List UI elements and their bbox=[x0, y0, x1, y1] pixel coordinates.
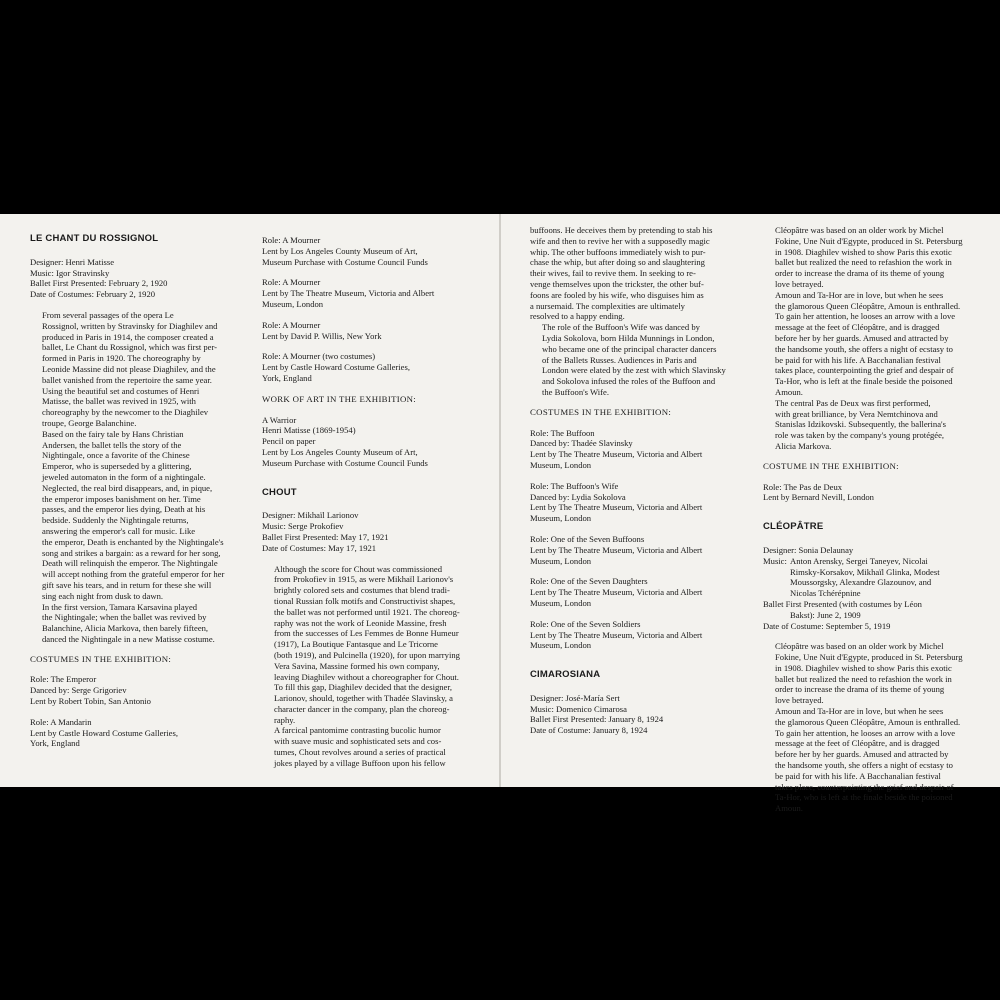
text-line: Role: One of the Seven Daughters bbox=[530, 576, 648, 587]
text-line: Matisse, the ballet was revived in 1925, with bbox=[42, 396, 196, 407]
text-line: Amoun and Ta-Hor are in love, but when he sees bbox=[775, 706, 944, 717]
text-line: Lent by Los Angeles County Museum of Art, bbox=[262, 245, 418, 256]
text-line: Ta-Hor, who is left at the finale beside the poisoned bbox=[775, 376, 953, 387]
text-line: buffoons. He deceives them by pretending to stab his bbox=[530, 225, 713, 235]
costume-entry bbox=[262, 277, 476, 309]
text-line: before her by her guards. Amused and attracted by bbox=[775, 749, 949, 760]
text-line: the emperor, Death is enchanted by the Nightingale's bbox=[42, 536, 224, 547]
text-line: Role: A Mourner (two costumes) bbox=[262, 351, 376, 362]
text-line: Role: The Buffoon bbox=[530, 427, 595, 438]
text-line: gift save his tears, and in return for these she will bbox=[42, 579, 212, 590]
column-4 bbox=[763, 225, 976, 814]
text-line: Museum, London bbox=[530, 555, 592, 566]
text-line: Lent by Castle Howard Costume Galleries, bbox=[30, 727, 178, 738]
text-line: Lent by David P. Willis, New York bbox=[262, 330, 382, 341]
text-line: Amoun. bbox=[775, 386, 803, 397]
column-2 bbox=[262, 235, 476, 769]
text-line: Lent by Bernard Nevill, London bbox=[763, 492, 874, 503]
text-line: leaving Diaghilev without a choreographer for Chout. bbox=[274, 671, 459, 682]
text-line: takes place, counterpointing the grief and despair of bbox=[775, 365, 954, 376]
text-line: raphy was not the work of Leonide Massine, fresh bbox=[274, 617, 447, 628]
text-line: Neglected, the real bird disappears, and, in pique, bbox=[42, 482, 213, 493]
text-line: foons are fooled by his wife, who disguises him as bbox=[530, 289, 704, 300]
text-line: Larionov, should, together with Thadée Slavinsky, a bbox=[274, 693, 453, 704]
text-line: in 1908. Diaghilev wished to show Paris this exotic bbox=[775, 246, 952, 257]
text-line: Vera Savina, Massine formed his own company, bbox=[274, 660, 440, 671]
section-title-chout: CHOUT bbox=[262, 486, 297, 498]
costume-entry bbox=[262, 235, 476, 267]
text-line: the emperor imposes banishment on her. Time bbox=[42, 493, 201, 504]
text-line: whip. The other buffoons immediately wish to pur- bbox=[530, 246, 706, 257]
text-line: a nursemaid. The complexities are ultimately bbox=[530, 300, 685, 311]
text-line: Lent by The Theatre Museum, Victoria and Albert bbox=[262, 288, 435, 299]
text-line: love betrayed. bbox=[775, 695, 824, 706]
text-line: message at the feet of Cléopâtre, and is dragged bbox=[775, 738, 940, 749]
text-line: venge themselves upon the trickster, the other buf- bbox=[530, 278, 704, 289]
credit-line: Ballet First Presented (with costumes by Léon bbox=[763, 598, 922, 609]
text-line: Date of Costume: January 8, 1924 bbox=[530, 725, 648, 736]
text-line: Lent by Robert Tobin, San Antonio bbox=[30, 696, 151, 707]
text-line: Leonide Massine did not please Diaghilev, and the bbox=[42, 363, 216, 374]
text-line: will accept nothing from the grateful emperor for her bbox=[42, 569, 225, 580]
text-line: Fokine, Une Nuit d'Egypte, produced in St. Petersburg bbox=[775, 652, 963, 663]
text-line: Moussorgsky, Alexandre Glazounov, and bbox=[790, 577, 932, 588]
text-line: Lent by The Theatre Museum, Victoria and Albert bbox=[530, 629, 703, 640]
text-line: Rimsky-Korsakov, Mikhaïl Glinka, Modest bbox=[790, 566, 940, 577]
text-line: character dancer in the company, plan the choreog- bbox=[274, 703, 450, 714]
text-line: Designer: Mikhaïl Larionov bbox=[262, 510, 359, 521]
text-line: sing each night from dusk to dawn. bbox=[42, 590, 164, 601]
body-paragraph bbox=[30, 310, 244, 429]
text-line: choreography by the newcomer to the Diaghilev bbox=[42, 407, 209, 418]
text-line: Date of Costumes: May 17, 1921 bbox=[262, 542, 377, 553]
text-line: Role: A Mourner bbox=[262, 277, 321, 288]
text-line: Henri Matisse (1869-1954) bbox=[262, 425, 356, 436]
subheading-costumes: COSTUMES IN THE EXHIBITION: bbox=[530, 406, 672, 417]
body-paragraph bbox=[262, 564, 476, 726]
body-paragraph bbox=[30, 429, 244, 602]
costume-entry bbox=[530, 534, 746, 566]
text-line: wife and then to revive her with a supposedly magic bbox=[530, 235, 710, 246]
text-line: the ballet was not performed until 1921. The choreog- bbox=[274, 606, 460, 617]
text-line: and Sokolova infused the roles of the Buffoon and bbox=[542, 376, 716, 387]
text-line: of the Ballets Russes. Audiences in Paris and bbox=[542, 354, 697, 365]
text-line: Role: One of the Seven Soldiers bbox=[530, 618, 641, 629]
credit-ballet-first-presented bbox=[763, 599, 976, 621]
text-line: jeweled automaton in the form of a nightingale. bbox=[42, 471, 206, 482]
text-line: message at the feet of Cléopâtre, and is dragged bbox=[775, 322, 940, 333]
column-1 bbox=[30, 234, 244, 759]
text-line: Cléopâtre was based on an older work by Michel bbox=[775, 641, 944, 652]
text-line: jokes played by a village Buffoon upon his fellow bbox=[274, 757, 446, 768]
text-line: Danced by: Lydia Sokolova bbox=[530, 491, 626, 502]
body-paragraph bbox=[262, 725, 476, 768]
text-line: order to increase the drama of its theme of young bbox=[775, 684, 945, 695]
text-line: The role of the Buffoon's Wife was danced by bbox=[542, 322, 700, 333]
text-line: Role: One of the Seven Buffoons bbox=[530, 533, 645, 544]
text-line: Museum, London bbox=[530, 597, 592, 608]
text-line: Death will relinquish the emperor. The Nightingale bbox=[42, 558, 218, 569]
text-line: Role: A Mourner bbox=[262, 235, 321, 245]
credit-music bbox=[763, 556, 976, 599]
text-line: song and strikes a bargain: as a reward for her song, bbox=[42, 547, 221, 558]
costume-entry bbox=[530, 428, 746, 471]
text-line: Designer: José-María Sert bbox=[530, 692, 620, 703]
text-line: The central Pas de Deux was first performed, bbox=[775, 397, 931, 408]
text-line: Nightingale, once a favorite of the Chinese bbox=[42, 450, 190, 461]
text-line: Amoun. bbox=[775, 803, 803, 814]
text-line: ballet but realized the need to refashion the work in bbox=[775, 673, 952, 684]
text-line: York, England bbox=[30, 738, 80, 749]
subheading-work-of-art: WORK OF ART IN THE EXHIBITION: bbox=[262, 393, 417, 404]
text-line: Anton Arensky, Sergei Taneyev, Nicolai bbox=[790, 555, 928, 566]
text-line: Using the beautiful set and costumes of Henri bbox=[42, 385, 200, 396]
text-line: be paid for with his life. A Bacchanalian festival bbox=[775, 770, 941, 781]
text-line: ballet, Le Chant du Rossignol, which was first per- bbox=[42, 342, 218, 353]
text-line: In the first version, Tamara Karsavina played bbox=[42, 601, 198, 612]
text-line: A Warrior bbox=[262, 414, 297, 425]
text-line: Museum, London bbox=[530, 459, 592, 470]
text-line: brightly colored sets and costumes that blend tradi- bbox=[274, 585, 450, 596]
text-line: formed in Paris in 1920. The choreography by bbox=[42, 353, 201, 364]
text-line: Danced by: Thadée Slavinsky bbox=[530, 438, 633, 449]
text-line: tumes, Chout revolves around a series of practical bbox=[274, 747, 446, 758]
text-line: Role: The Pas de Deux bbox=[763, 481, 843, 492]
text-line: Ta-Hor, who is left at the finale beside the poisoned bbox=[775, 792, 953, 803]
section-title-cleopatre: CLÉOPÂTRE bbox=[763, 521, 824, 533]
text-line: Museum Purchase with Costume Council Funds bbox=[262, 256, 428, 267]
text-line: Lent by Castle Howard Costume Galleries, bbox=[262, 362, 410, 373]
text-line: the Buffoon's Wife. bbox=[542, 386, 609, 397]
section-title-cimarosiana: CIMAROSIANA bbox=[530, 669, 601, 681]
text-line: before her by her guards. Amused and attracted by bbox=[775, 332, 949, 343]
body-paragraph bbox=[530, 225, 746, 322]
text-line: takes place, counterpointing the grief and despair of bbox=[775, 781, 954, 792]
text-line: Stanislas Idzikovski. Subsequently, the ballerina's bbox=[775, 419, 946, 430]
text-line: To gain her attention, he looses an arrow with a love bbox=[775, 727, 956, 738]
text-line: Rossignol, written by Stravinsky for Diaghilev and bbox=[42, 320, 218, 331]
text-line: Museum, London bbox=[530, 513, 592, 524]
text-line: Although the score for Chout was commissioned bbox=[274, 563, 443, 574]
text-line: the glamorous Queen Cléopâtre, Amoun is enthralled. bbox=[775, 716, 961, 727]
section-title-le-chant-du-rossignol: LE CHANT DU ROSSIGNOL bbox=[30, 233, 159, 244]
text-line: Danced by: Serge Grigoriev bbox=[30, 685, 127, 696]
text-line: London were elated by the zest with which Slavinsky bbox=[542, 365, 726, 376]
text-line: Nicolas Tchérépnine bbox=[790, 588, 861, 599]
text-line: the glamorous Queen Cléopâtre, Amoun is enthralled. bbox=[775, 300, 961, 311]
text-line: troupe, George Balanchine. bbox=[42, 417, 137, 428]
text-line: Music: Serge Prokofiev bbox=[262, 521, 344, 532]
text-line: love betrayed. bbox=[775, 278, 824, 289]
body-paragraph bbox=[530, 322, 746, 398]
credit-line: Bakst): June 2, 1909 bbox=[790, 609, 861, 620]
text-line: Museum Purchase with Costume Council Funds bbox=[262, 457, 428, 468]
costume-entry bbox=[30, 674, 244, 706]
text-line: Music: Igor Stravinsky bbox=[30, 267, 110, 278]
text-line: Museum, London bbox=[530, 640, 592, 651]
center-fold bbox=[499, 214, 501, 787]
text-line: who became one of the principal character dancers bbox=[542, 343, 717, 354]
text-line: Role: The Emperor bbox=[30, 674, 97, 685]
text-line: To fill this gap, Diaghilev decided that the designer, bbox=[274, 682, 453, 693]
column-3 bbox=[530, 225, 746, 746]
text-line: in 1908. Diaghilev wished to show Paris this exotic bbox=[775, 662, 952, 673]
text-line: the handsome youth, she offers a night of ecstasy to bbox=[775, 343, 953, 354]
text-line: Date of Costumes: February 2, 1920 bbox=[30, 289, 156, 300]
text-line: raphy. bbox=[274, 714, 296, 725]
text-line: Ballet First Presented: May 17, 1921 bbox=[262, 531, 389, 542]
text-line: Balanchine, Alicia Markova, then barely fifteen, bbox=[42, 623, 209, 634]
subheading-costume: COSTUME IN THE EXHIBITION: bbox=[763, 460, 899, 471]
costume-entry bbox=[530, 481, 746, 524]
text-line: Cléopâtre was based on an older work by Michel bbox=[775, 225, 944, 235]
text-line: ballet but realized the need to refashion the work in bbox=[775, 257, 952, 268]
subheading-costumes: COSTUMES IN THE EXHIBITION: bbox=[30, 653, 172, 664]
text-line: role was taken by the company's young protégée, bbox=[775, 430, 945, 441]
text-line: order to increase the drama of its theme of young bbox=[775, 268, 945, 279]
text-line: To gain her attention, he looses an arrow with a love bbox=[775, 311, 956, 322]
body-paragraph bbox=[763, 641, 976, 706]
body-paragraph bbox=[763, 290, 976, 398]
costume-entry bbox=[763, 482, 976, 504]
credit-music-label: Music: bbox=[763, 555, 787, 566]
text-line: Role: A Mandarin bbox=[30, 716, 92, 727]
text-line: the Nightingale; when the ballet was revived by bbox=[42, 612, 207, 623]
text-line: chase the whip, but after doing so and slaughtering bbox=[530, 257, 705, 268]
costume-entry bbox=[262, 320, 476, 342]
costume-entry bbox=[530, 576, 746, 608]
text-line: Lent by The Theatre Museum, Victoria and Albert bbox=[530, 449, 703, 460]
text-line: Lent by The Theatre Museum, Victoria and Albert bbox=[530, 587, 703, 598]
text-line: Fokine, Une Nuit d'Egypte, produced in St. Petersburg bbox=[775, 235, 963, 246]
text-line: Museum, London bbox=[262, 298, 324, 309]
body-paragraph bbox=[763, 225, 976, 290]
text-line: Alicia Markova. bbox=[775, 440, 832, 451]
text-line: Lent by The Theatre Museum, Victoria and Albert bbox=[530, 544, 703, 555]
text-line: Lent by Los Angeles County Museum of Art, bbox=[262, 446, 418, 457]
artwork-entry bbox=[262, 415, 476, 469]
credits-block bbox=[530, 693, 746, 736]
text-line: bedside. Suddenly the Nightingale returns, bbox=[42, 515, 189, 526]
text-line: danced the Nightingale in a new Matisse costume. bbox=[42, 633, 215, 644]
text-line: From several passages of the opera Le bbox=[42, 309, 174, 320]
credits-block bbox=[30, 257, 244, 300]
text-line: Designer: Henri Matisse bbox=[30, 256, 115, 267]
text-line: Music: Domenico Cimarosa bbox=[530, 703, 627, 714]
costume-entry bbox=[530, 619, 746, 651]
body-paragraph bbox=[763, 706, 976, 814]
text-line: with suave music and sophisticated sets and cos- bbox=[274, 736, 442, 747]
text-line: Based on the fairy tale by Hans Christian bbox=[42, 428, 184, 439]
credit-date: Date of Costume: September 5, 1919 bbox=[763, 620, 891, 631]
body-paragraph bbox=[30, 602, 244, 645]
text-line: tional Russian folk motifs and Constructivist shapes, bbox=[274, 595, 456, 606]
text-line: York, England bbox=[262, 372, 312, 383]
text-line: (both 1919), and Pulcinella (1920), for upon marrying bbox=[274, 649, 460, 660]
text-line: be paid for with his life. A Bacchanalian festival bbox=[775, 354, 941, 365]
text-line: A farcical pantomime contrasting bucolic humor bbox=[274, 725, 441, 736]
text-line: (1917), La Boutique Fantasque and Le Tricorne bbox=[274, 639, 438, 650]
text-line: Andersen, the ballet tells the story of the bbox=[42, 439, 182, 450]
text-line: Lydia Sokolova, born Hilda Munnings in London, bbox=[542, 332, 715, 343]
text-line: from Prokofiev in 1915, as were Mikhaïl Larionov's bbox=[274, 574, 454, 585]
credits-block bbox=[262, 510, 476, 553]
text-line: Emperor, who is superseded by a glittering, bbox=[42, 461, 192, 472]
text-line: with great brilliance, by Vera Nemtchinova and bbox=[775, 408, 938, 419]
text-line: Ballet First Presented: February 2, 1920 bbox=[30, 278, 168, 289]
text-line: produced in Paris in 1914, the composer created a bbox=[42, 331, 214, 342]
text-line: Ballet First Presented: January 8, 1924 bbox=[530, 714, 664, 725]
text-line: Role: The Buffoon's Wife bbox=[530, 480, 619, 491]
credit-designer: Designer: Sonia Delaunay bbox=[763, 544, 854, 555]
text-line: passes, and the emperor lies dying, Death at his bbox=[42, 504, 206, 515]
text-line: resolved to a happy ending. bbox=[530, 311, 625, 322]
body-paragraph bbox=[763, 398, 976, 452]
text-line: Amoun and Ta-Hor are in love, but when he sees bbox=[775, 289, 944, 300]
credit-music-composers bbox=[790, 556, 940, 599]
text-line: the handsome youth, she offers a night of ecstasy to bbox=[775, 760, 953, 771]
text-line: answering the emperor's call for music. Like bbox=[42, 525, 196, 536]
text-line: Role: A Mourner bbox=[262, 319, 321, 330]
text-line: their wives, fail to revive them. In seeking to re- bbox=[530, 268, 696, 279]
text-line: ballet vanished from the repertoire the same year. bbox=[42, 374, 212, 385]
costume-entry bbox=[30, 717, 244, 749]
costume-entry bbox=[262, 351, 476, 383]
text-line: Lent by The Theatre Museum, Victoria and Albert bbox=[530, 502, 703, 513]
text-line: from the successes of Les Femmes de Bonne Humeur bbox=[274, 628, 459, 639]
text-line: Pencil on paper bbox=[262, 436, 316, 447]
